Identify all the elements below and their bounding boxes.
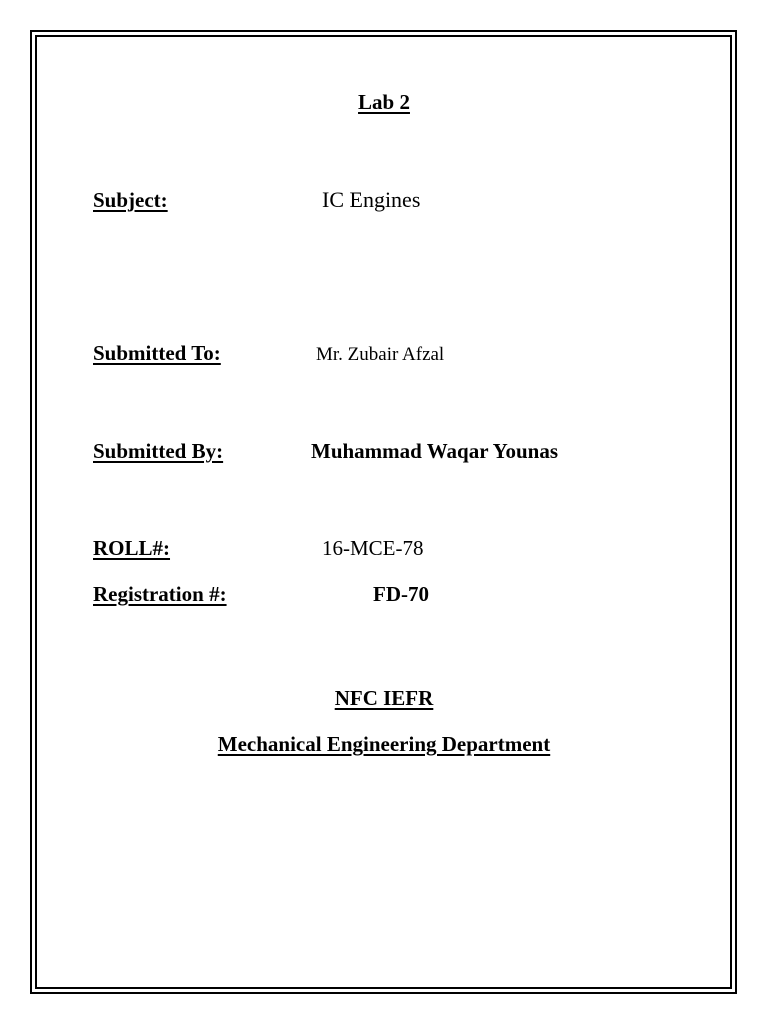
page-border-inner <box>35 35 732 989</box>
lab-title: Lab 2 <box>358 90 410 114</box>
submitted-to-value: Mr. Zubair Afzal <box>316 344 445 365</box>
submitted-by-label: Submitted By: <box>93 439 224 463</box>
roll-value: 16-MCE-78 <box>322 536 424 560</box>
roll-label: ROLL#: <box>93 536 171 560</box>
subject-value: IC Engines <box>322 187 421 212</box>
submitted-to-label: Submitted To: <box>93 341 221 365</box>
department-name: Mechanical Engineering Department <box>217 732 551 756</box>
submitted-by-value: Muhammad Waqar Younas <box>311 439 559 463</box>
institution-name: NFC IEFR <box>334 686 434 710</box>
registration-value: FD-70 <box>373 582 429 606</box>
subject-label: Subject: <box>93 188 168 212</box>
registration-label: Registration #: <box>93 582 227 606</box>
